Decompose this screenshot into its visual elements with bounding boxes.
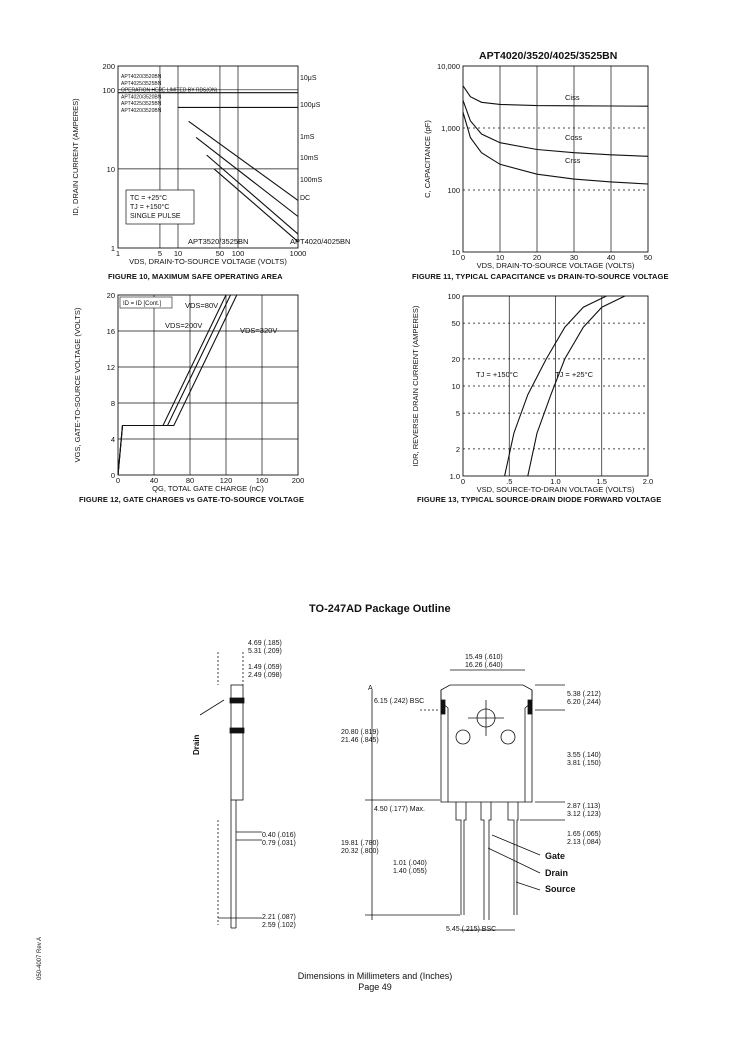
fig11-curve-label: Coss [565,133,583,142]
fig13-xlabel: VSD, SOURCE-TO-DRAIN VOLTAGE (VOLTS) [476,485,635,494]
fig12-curve-label: VDS=320V [240,326,278,335]
front-dim-top: 15.49 (.610) 16.26 (.640) [465,654,503,669]
fig10-note: SINGLE PULSE [130,213,181,220]
fig11-ytick-label: 10,000 [437,62,460,71]
front-label-a: A [368,685,373,692]
front-dim-bottom: 5.45 (.215) BSC [446,926,497,933]
fig10-xtick-label: 100 [231,249,245,258]
chart-fig13-diode [0,280,750,510]
side-dim-1: 4.69 (.185) 5.31 (.209) [248,640,282,655]
fig12-ytick-label: 8 [110,399,115,408]
fig11-xlabel: VDS, DRAIN-TO-SOURCE VOLTAGE (VOLTS) [476,261,635,270]
fig13-curve-label: TJ = +150°C [476,370,519,379]
fig11-ytick-label: 100 [447,186,460,195]
fig10-xtick-label: 1 [115,249,121,258]
fig11-xtick-label: 20 [532,253,542,262]
fig10-curve-label: 100μS [300,102,321,109]
fig13-ytick-label: 5 [455,409,460,419]
pin-gate-label: Gate [545,851,566,861]
fig10-xtick-label: 10 [173,249,183,258]
front-view [365,670,565,930]
fig10-ytick-label: 200 [102,62,115,71]
fig13-ylabel: IDR, REVERSE DRAIN CURRENT (AMPERES) [411,305,420,467]
fig10-xtick-label: 1000 [289,249,307,258]
fig13-ytick-label: 10 [451,382,460,391]
fig12-xlabel: QG, TOTAL GATE CHARGE (nC) [152,484,264,493]
fig11-xtick-label: 40 [606,253,616,262]
fig11-ylabel: C, CAPACITANCE (pF) [423,120,432,198]
fig10-note: TJ = +150°C [130,204,170,211]
fig12-xtick-label: 80 [185,476,195,485]
chart-fig11-capacitance [0,0,750,290]
front-dim-max: 4.50 (.177) Max. [374,806,425,813]
fig12-xtick-label: 40 [149,476,159,485]
front-dim-lead: 1.01 (.040) 1.40 (.055) [393,860,427,875]
fig10-line-label: APT4025/3525BN [121,80,162,87]
fig11-series-2 [463,112,648,184]
fig10-curve-label: 10μS [300,75,317,82]
fig11-series-0 [463,86,648,106]
fig11-ytick-label: 1,000 [441,124,460,133]
fig10-ytick-label: 100 [102,85,115,95]
package-outline-drawing [0,630,750,950]
fig10-line-label: APT4020/3520BN [121,94,162,101]
page-number: Page 49 [358,982,392,992]
fig10-curve-label: 1mS [300,134,315,141]
fig10-note: TC = +25°C [130,195,168,202]
fig12-ylabel: VGS, GATE-TO-SOURCE VOLTAGE (VOLTS) [73,307,82,463]
fig11-xtick-label: 10 [495,253,505,262]
fig13-xtick-label: 1.5 [596,477,607,486]
fig10-curve-label: DC [300,195,311,202]
pin-drain-label: Drain [545,868,569,878]
front-dim-right-low: 2.87 (.113) 3.12 (.123) [567,803,601,818]
fig12-curve-label: VDS=80V [185,301,219,310]
fig13-curve-label: TJ = +25°C [555,370,594,379]
fig10-line-label: APT4020/3520BN [121,74,162,80]
front-dim-bsc: 6.15 (.242) BSC [374,698,425,705]
fig13-xtick-label: .5 [506,477,513,486]
units-note: Dimensions in Millimeters and (Inches) [297,971,453,981]
side-dim-4: 2.21 (.087) 2.59 (.102) [262,914,296,929]
fig13-ytick-label: 1.0 [449,472,460,481]
fig13-xtick-label: 2.0 [642,477,654,486]
fig13-ytick-label: 20 [451,354,460,364]
fig10-xtick-label: 5 [157,249,163,258]
side-dim-2: 1.49 (.059) 2.49 (.098) [248,664,282,679]
pin-source-label: Source [545,884,576,894]
fig12-ytick-label: 4 [110,435,115,444]
fig12-xtick-label: 160 [255,476,269,485]
fig10-ylabel: ID, DRAIN CURRENT (AMPERES) [71,98,80,216]
fig11-xtick-label: 30 [569,253,579,262]
side-drain-label: Drain [192,734,201,755]
side-dim-3: 0.40 (.016) 0.79 (.031) [262,832,296,847]
side-view [200,652,262,928]
part-number-header: APT4020/3520/4025/3525BN [479,50,618,62]
fig13-ytick-label: 2 [455,444,460,454]
fig11-curve-label: Ciss [565,93,580,102]
fig10-xlabel: VDS, DRAIN-TO-SOURCE VOLTAGE (VOLTS) [129,257,287,266]
fig13-ytick-label: 100 [447,292,460,301]
fig12-curve-label: VDS=200V [165,321,203,330]
fig10-ytick-label: 10 [106,164,115,174]
fig11-series-1 [463,100,648,156]
fig12-caption: FIGURE 12, GATE CHARGES vs GATE-TO-SOURCE VOLTAGE [79,495,305,504]
package-title: TO-247AD Package Outline [309,603,451,615]
fig12-ytick-label: 12 [106,363,115,372]
fig13-xtick-label: 1.0 [550,477,561,486]
fig12-ytick-label: 20 [106,291,115,300]
fig10-caption: FIGURE 10, MAXIMUM SAFE OPERATING AREA [108,272,283,281]
fig10-line-label: OPERATION HERE LIMITED BY RDS(ON) [121,87,218,94]
fig10-annotation: APT3520/3525BN [188,237,249,246]
fig13-caption: FIGURE 13, TYPICAL SOURCE-DRAIN DIODE FORWARD VOLTAGE [417,495,662,504]
fig13-series-1 [528,296,625,476]
front-dim-left: 20.80 (.819) 21.46 (.845) [341,729,379,744]
fig12-xtick-label: 120 [219,476,233,485]
fig12-ytick-label: 16 [106,327,115,336]
front-dim-right-top: 5.38 (.212) 6.20 (.244) [567,691,601,706]
fig11-xtick-label: 50 [643,253,653,262]
fig10-ytick-label: 1 [110,244,115,253]
fig11-curve-label: Crss [565,156,581,165]
fig12-xtick-label: 200 [291,476,305,485]
fig10-line-label: APT4020/3520BN [121,108,162,114]
fig10-curve-label: 10mS [300,155,319,162]
fig11-ytick-label: 10 [451,248,460,257]
fig13-xtick-label: 0 [460,477,466,486]
front-dim-left-low: 19.81 (.780) 20.32 (.800) [341,840,379,855]
fig10-curve-label: 100mS [300,177,323,184]
side-doc-code: 050-4007 Rev A [37,936,43,980]
fig10-annotation: APT4020/4025BN [290,237,351,246]
front-dim-right-mid: 3.55 (.140) 3.81 (.150) [567,752,601,767]
fig11-caption: FIGURE 11, TYPICAL CAPACITANCE vs DRAIN-TO-SOURCE VOLTAGE [412,272,669,281]
fig12-legend-note: ID = ID [Cont.] [123,301,162,307]
fig11-xtick-label: 0 [460,253,466,262]
front-dim-right-lead: 1.65 (.065) 2.13 (.084) [567,831,601,846]
fig10-xtick-label: 50 [215,249,225,258]
fig12-ytick-label: 0 [110,471,115,480]
fig10-line-label: APT4025/3525BN [121,101,162,108]
fig13-ytick-label: 50 [451,319,460,329]
fig12-xtick-label: 0 [115,476,121,485]
